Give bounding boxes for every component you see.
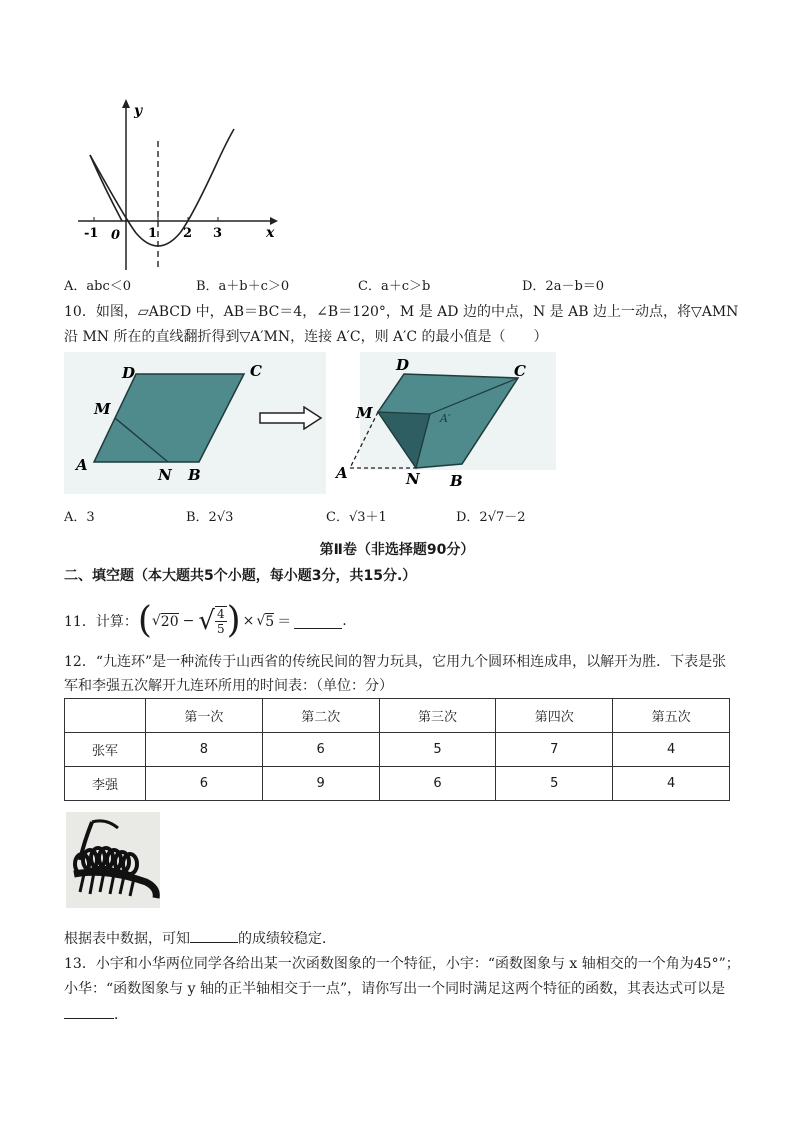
table-header-cell (65, 699, 146, 733)
nine-linked-rings-photo (66, 812, 160, 908)
q12-answer-blank[interactable] (190, 928, 238, 943)
q13-stem-line1: 13．小宇和小华两位同学各给出某一次函数图象的一个特征，小宇：“函数图象与 x 轴相交的一个角为45°”； (64, 956, 740, 972)
table-header-cell: 第二次 (262, 699, 379, 733)
label-a: A (76, 456, 88, 474)
label-a-right: A (336, 464, 348, 482)
q10-option-b: B．2√3 (186, 510, 234, 525)
table-cell: 6 (379, 767, 496, 801)
label-a-prime: A′ (440, 412, 451, 425)
label-c: C (250, 362, 262, 380)
q9-option-b: B．a＋b＋c＞0 (196, 279, 290, 294)
q10-option-a: A．3 (64, 510, 95, 525)
label-c-right: C (514, 362, 526, 380)
q13-stem-line2: 小华：“函数图象与 y 轴的正半轴相交于一点”，请你写出一个同时满足这两个特征的函数，其表达式可以是 (64, 981, 726, 997)
table-row (65, 733, 730, 767)
table-header-cell: 第一次 (146, 699, 263, 733)
q11-sqrt-frac: √ 4 5 (198, 606, 225, 636)
y-axis-arrow-icon (122, 99, 130, 108)
q11-left-paren: ( (137, 600, 152, 641)
label-b: B (188, 466, 201, 484)
table-cell: 7 (496, 733, 613, 767)
q11-prefix: 11．计算： (64, 614, 138, 630)
table-cell: 4 (613, 767, 730, 801)
row-name-cell: 李强 (65, 767, 146, 801)
section-2-title: 第Ⅱ卷（非选择题90分） (319, 542, 475, 558)
q12-stem-line1: 12．“九连环”是一种流传于山西省的传统民间的智力玩具，它用九个圆环相连成串，以解开为胜．下表是张 (64, 654, 727, 670)
table-cell: 5 (496, 767, 613, 801)
label-m: M (94, 400, 111, 418)
q11-sqrt5: √ 5 (256, 613, 275, 630)
part-2-heading: 二、填空题（本大题共5个小题，每小题3分，共15分.） (64, 568, 417, 584)
q9-option-d: D．2a－b＝0 (522, 279, 605, 294)
table-cell: 4 (613, 733, 730, 767)
q11-row: 11．计算： ( √ 20 − √ 4 5 ) × √ 5 ＝ . (64, 600, 347, 641)
table-header-cell: 第五次 (613, 699, 730, 733)
table-cell: 6 (146, 767, 263, 801)
tick-label-2: 2 (183, 226, 193, 241)
q12-stem-line2: 军和李强五次解开九连环所用的时间表：（单位：分） (64, 678, 393, 694)
q11-answer-blank[interactable] (294, 614, 342, 629)
table-header-row (65, 699, 730, 733)
q10-option-d: D．2√7－2 (456, 510, 526, 525)
q9-parabola-graph (70, 95, 290, 275)
q10-stem-line2: 沿 MN 所在的直线翻折得到▽A′MN，连接 A′C，则 A′C 的最小值是（ ） (64, 329, 548, 345)
label-n: N (158, 466, 172, 484)
table-cell: 8 (146, 733, 263, 767)
q10-stem-line1: 10．如图，▱ABCD 中，AB＝BC＝4，∠B＝120°，M 是 AD 边的中点，N 是 AB 边上一动点，将▽AMN (64, 304, 739, 320)
label-d: D (122, 364, 136, 382)
y-axis-label: y (134, 103, 143, 119)
label-d-right: D (396, 356, 410, 374)
label-m-right: M (356, 404, 373, 422)
table-cell: 5 (379, 733, 496, 767)
tick-label-1: 1 (148, 226, 158, 241)
tick-label-neg1: -1 (84, 226, 99, 241)
q10-option-c: C．√3＋1 (326, 510, 387, 525)
right-arrow-icon (258, 406, 324, 430)
x-axis-label: x (266, 225, 275, 241)
q9-option-c: C．a＋c＞b (358, 279, 431, 294)
q12-time-table (64, 698, 730, 801)
q13-answer-row: ． (64, 1004, 128, 1025)
label-n-right: N (406, 470, 420, 488)
table-header-cell: 第三次 (379, 699, 496, 733)
q10-right-figure (330, 352, 556, 492)
q13-answer-blank[interactable] (64, 1004, 114, 1019)
tick-label-3: 3 (213, 226, 223, 241)
label-b-right: B (450, 472, 463, 490)
table-row (65, 767, 730, 801)
q11-sqrt20: √ 20 (151, 613, 179, 630)
table-header-cell: 第四次 (496, 699, 613, 733)
row-name-cell: 张军 (65, 733, 146, 767)
q11-right-paren: ) (226, 600, 241, 641)
q9-option-a: A．abc＜0 (64, 279, 132, 294)
table-cell: 9 (262, 767, 379, 801)
x-axis-arrow-icon (270, 217, 278, 225)
table-cell: 6 (262, 733, 379, 767)
q12-conclusion: 根据表中数据，可知 的成绩较稳定． (64, 928, 336, 949)
tick-label-0: 0 (111, 228, 121, 243)
